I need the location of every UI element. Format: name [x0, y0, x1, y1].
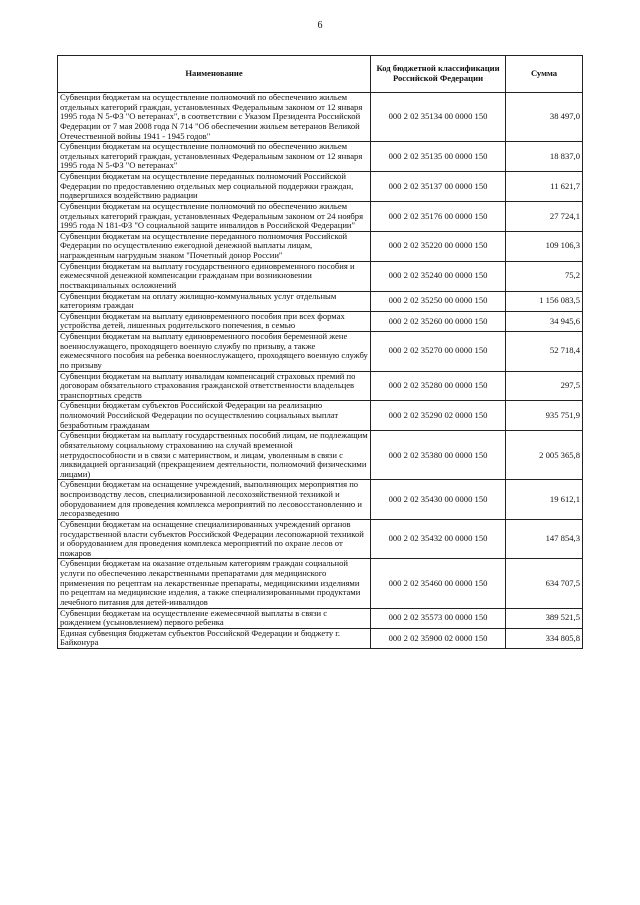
row-code-cell: 000 2 02 35430 00 0000 150: [371, 480, 506, 520]
table-row: [58, 261, 583, 291]
row-name-cell: Субвенции бюджетам на осуществление полномочий по обеспечению жильем отдельных категорий граждан, установленных Федеральным законом от 12 января 1995 года N 5-ФЗ "О ветеранах", в соответствии с Указом Президента Российской Федерации от 7 мая 2008 года N 714 "Об обеспечении жильем ветеранов Великой Отечественной войны 1941 - 1945 годов": [58, 93, 371, 142]
row-sum-cell: 389 521,5: [506, 608, 583, 628]
row-name-cell: Субвенции бюджетам на выплату государственных пособий лицам, не подлежащим обязательному социальному страхованию на случай временной нетрудоспособности и в связи с материнством, и лицам, уволенным в связи с ликвидацией организаций (прекращением деятельности, полномочий физическими лицами): [58, 431, 371, 480]
table-row: [58, 371, 583, 401]
row-code-cell: 000 2 02 35270 00 0000 150: [371, 332, 506, 372]
row-sum-cell: 38 497,0: [506, 93, 583, 142]
row-name-cell: Субвенции бюджетам на оплату жилищно-коммунальных услуг отдельным категориям граждан: [58, 291, 371, 311]
row-sum-cell: 18 837,0: [506, 142, 583, 172]
table-row: [58, 231, 583, 261]
row-name-cell: Субвенции бюджетам на выплату единовременного пособия беременной жене военнослужащего, проходящего военную службу по призыву, а также ежемесячного пособия на ребенка военнослужащего, проходящего военную службу по призыву: [58, 332, 371, 372]
table-row: [58, 628, 583, 648]
table-row: [58, 172, 583, 202]
table-row: [58, 291, 583, 311]
row-name-cell: Субвенции бюджетам на оказание отдельным категориям граждан социальной услуги по обеспечению лекарственными препаратами для медицинского применения по рецептам на лекарственные препараты, медицинскими изделиями по рецептам на медицинские изделия, а также специализированными продуктами лечебного питания для детей-инвалидов: [58, 559, 371, 608]
row-name-cell: Субвенции бюджетам на оснащение специализированных учреждений органов государственной власти субъектов Российской Федерации лесопожарной техникой и оборудованием для проведения комплекса мероприятий по охране лесов от пожаров: [58, 519, 371, 559]
table-row: [58, 559, 583, 608]
row-code-cell: 000 2 02 35280 00 0000 150: [371, 371, 506, 401]
table-row: [58, 401, 583, 431]
page-number: 6: [317, 20, 323, 31]
table-row: [58, 201, 583, 231]
row-sum-cell: 634 707,5: [506, 559, 583, 608]
row-code-cell: 000 2 02 35240 00 0000 150: [371, 261, 506, 291]
row-name-cell: Субвенции бюджетам на осуществление ежемесячной выплаты в связи с рождением (усыновлением) первого ребенка: [58, 608, 371, 628]
column-header-sum: Сумма: [506, 56, 583, 93]
row-sum-cell: 334 805,8: [506, 628, 583, 648]
row-code-cell: 000 2 02 35380 00 0000 150: [371, 431, 506, 480]
row-code-cell: 000 2 02 35432 00 0000 150: [371, 519, 506, 559]
row-code-cell: 000 2 02 35460 00 0000 150: [371, 559, 506, 608]
row-code-cell: 000 2 02 35137 00 0000 150: [371, 172, 506, 202]
table-row: [58, 311, 583, 331]
row-code-cell: 000 2 02 35250 00 0000 150: [371, 291, 506, 311]
row-name-cell: Субвенции бюджетам на оснащение учреждений, выполняющих мероприятия по воспроизводству лесов, специализированной лесохозяйственной техникой и оборудованием для проведения комплекса мероприятий по лесовосстановлению и лесоразведению: [58, 480, 371, 520]
row-name-cell: Субвенции бюджетам на выплату единовременного пособия при всех формах устройства детей, лишенных родительского попечения, в семью: [58, 311, 371, 331]
table-row: [58, 142, 583, 172]
row-name-cell: Единая субвенция бюджетам субъектов Российской Федерации и бюджету г. Байконура: [58, 628, 371, 648]
row-code-cell: 000 2 02 35134 00 0000 150: [371, 93, 506, 142]
row-sum-cell: 19 612,1: [506, 480, 583, 520]
row-code-cell: 000 2 02 35176 00 0000 150: [371, 201, 506, 231]
row-code-cell: 000 2 02 35220 00 0000 150: [371, 231, 506, 261]
table-row: [58, 608, 583, 628]
table-row: [58, 332, 583, 372]
row-sum-cell: 2 005 365,8: [506, 431, 583, 480]
row-code-cell: 000 2 02 35573 00 0000 150: [371, 608, 506, 628]
row-name-cell: Субвенции бюджетам субъектов Российской Федерации на реализацию полномочий Российской Федерации по осуществлению социальных выплат безработным гражданам: [58, 401, 371, 431]
row-sum-cell: 27 724,1: [506, 201, 583, 231]
table-row: [58, 93, 583, 142]
table-header-row: [58, 56, 583, 93]
row-name-cell: Субвенции бюджетам на осуществление полномочий по обеспечению жильем отдельных категорий граждан, установленных Федеральным законом от 24 ноября 1995 года N 181-ФЗ "О социальной защите инвалидов в Российской Федерации": [58, 201, 371, 231]
row-name-cell: Субвенции бюджетам на осуществление полномочий по обеспечению жильем отдельных категорий граждан, установленных Федеральным законом от 12 января 1995 года N 5-ФЗ "О ветеранах": [58, 142, 371, 172]
table-row: [58, 431, 583, 480]
row-name-cell: Субвенции бюджетам на выплату инвалидам компенсаций страховых премий по договорам обязательного страхования гражданской ответственности владельцев транспортных средств: [58, 371, 371, 401]
column-header-code: Код бюджетной классификации Российской Федерации: [371, 56, 506, 93]
row-code-cell: 000 2 02 35900 02 0000 150: [371, 628, 506, 648]
row-sum-cell: 52 718,4: [506, 332, 583, 372]
table-row: [58, 519, 583, 559]
table-row: [58, 480, 583, 520]
column-header-name: Наименование: [58, 56, 371, 93]
row-sum-cell: 11 621,7: [506, 172, 583, 202]
row-sum-cell: 935 751,9: [506, 401, 583, 431]
row-sum-cell: 147 854,3: [506, 519, 583, 559]
row-sum-cell: 109 106,3: [506, 231, 583, 261]
row-name-cell: Субвенции бюджетам на выплату государственного единовременного пособия и ежемесячной денежной компенсации гражданам при возникновении поствакцинальных осложнений: [58, 261, 371, 291]
row-code-cell: 000 2 02 35135 00 0000 150: [371, 142, 506, 172]
budget-table: [57, 55, 583, 649]
row-sum-cell: 75,2: [506, 261, 583, 291]
row-name-cell: Субвенции бюджетам на осуществление переданных полномочий Российской Федерации по предоставлению отдельных мер социальной поддержки граждан, подвергшихся воздействию радиации: [58, 172, 371, 202]
row-code-cell: 000 2 02 35290 02 0000 150: [371, 401, 506, 431]
row-name-cell: Субвенции бюджетам на осуществление переданного полномочия Российской Федерации по осуществлению ежегодной денежной выплаты лицам, награжденным нагрудным знаком "Почетный донор России": [58, 231, 371, 261]
row-code-cell: 000 2 02 35260 00 0000 150: [371, 311, 506, 331]
row-sum-cell: 34 945,6: [506, 311, 583, 331]
row-sum-cell: 1 156 083,5: [506, 291, 583, 311]
row-sum-cell: 297,5: [506, 371, 583, 401]
